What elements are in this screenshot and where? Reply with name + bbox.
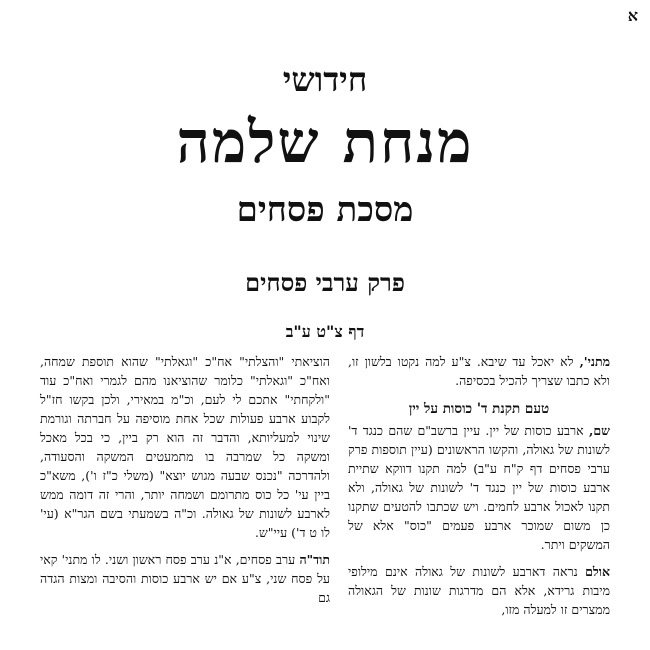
- right-column: [348, 352, 610, 619]
- chapter-title: פרק ערבי פסחים: [245, 268, 405, 297]
- tractate-title: מסכת פסחים: [236, 190, 414, 230]
- paragraph: [348, 421, 610, 554]
- paragraph: [348, 562, 610, 619]
- paragraph-text: נראה דארבע לשונות של גאולה אינם מילופי מיבות גרידא, אלא הם מדרגות שונות של הגאולה ממצרים זו למעלה מזו,: [348, 564, 610, 617]
- daf-reference: דף צ"ט ע"ב: [285, 322, 365, 341]
- paragraph: [348, 352, 610, 390]
- paragraph-text: הוציאתי "והצלתי" אח"כ "וגאלתי" שהוא תוספת שמחה, ואח"כ "וגאלתי" כלומר שהוציאנו מהם לגמרי ואח"כ עוד "ולקחתי" אתכם לי לעם, וכ"מ במאירי, ולכן בקשו חז"ל לקבוע ארבע פעולות שכל אחת מוסיפה על חברתה וגורמת שינוי למעליותא, והדבר זה הוא רק ביין, כי בכל מאכל ומשקה כל שמרבה בו מתמעטים המשקה והסעודה, ולהדרכה "נכנס שבעה מגוש יוצא" (משלי כ"ז ו'), משא"כ ביין עי' כל כוס מתרומם ושמחה יותר, והרי זה דומה ממש לארבע לשונות של גאולה. וכ"ה בשמעתי בשם הגר"א (עי' לו ט ד') עיי"ש.: [40, 354, 330, 540]
- paragraph: [40, 352, 330, 542]
- paragraph-text: ערב פסחים, א"נ ערב פסח ראשון ושני. לו מתני' קאי על פסח שני, צ"ע אם יש ארבע כוסות והסיבה ומצות הגדה גם: [40, 552, 330, 605]
- paragraph: [40, 550, 330, 607]
- title-main: מנחת שלמה: [176, 108, 474, 176]
- paragraph-text: לא יאכל עד שיבא. צ"ע למה נקטו בלשון זו, ולא כתבו שצריך להכיל בכסיפה.: [348, 354, 610, 388]
- left-column: [40, 352, 330, 607]
- lead-word: שם,: [588, 423, 610, 438]
- page-number: א: [627, 6, 638, 25]
- lead-word: תוד"ה: [299, 552, 330, 567]
- paragraph-text: ארבע כוסות של יין. עיין ברשב"ם שהם כנגד ד' לשונות של גאולה, והקשו הראשונים (עיין תוספות פרק ערבי פסחים דף ק"ח ע"ב) למה תקנו דווקא שתיית ארבע כוסות של יין כנגד ד' לשונות של גאולה, ולא תקנו לאכול ארבע לחמים. ויש שכתבו להטעים שתקנו כן משום שמוכר ארבע פעמים "כוס" אלא של המשקים ויתר.: [348, 423, 610, 552]
- lead-word: אולם: [585, 564, 610, 579]
- lead-word: מתני',: [579, 354, 610, 369]
- title-line-1: חידושי: [282, 60, 368, 99]
- section-heading: טעם תקנת ד' כוסות על יין: [408, 401, 550, 417]
